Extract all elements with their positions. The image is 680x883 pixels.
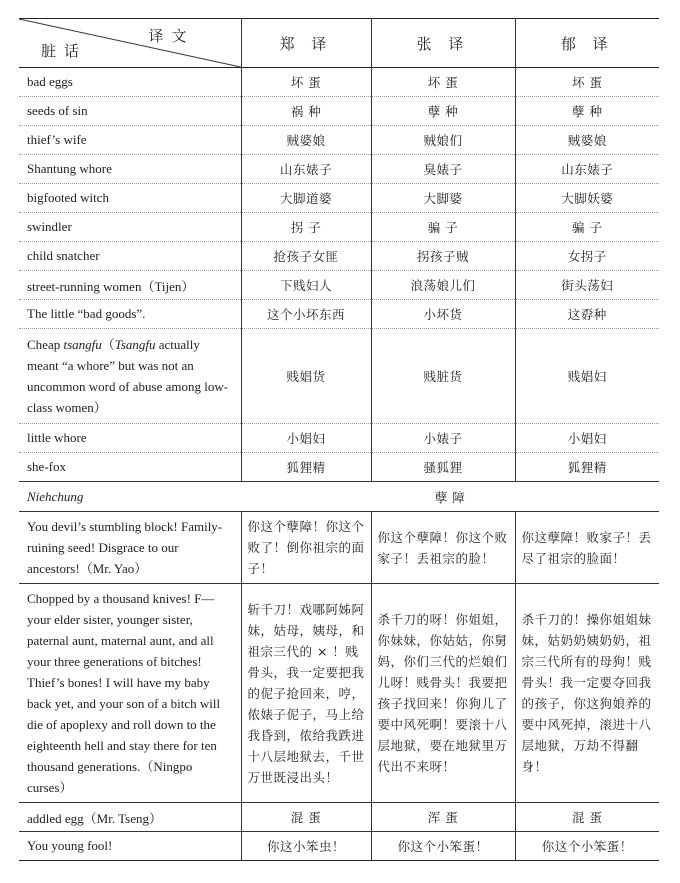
- zhang-cell: 你这个小笨蛋！: [371, 832, 515, 861]
- table-row: [19, 213, 659, 242]
- table-row: [19, 126, 659, 155]
- english-cell: [19, 329, 241, 424]
- zhang-cell: 小坏货: [371, 300, 515, 329]
- zheng-cell: 贱娼货: [241, 329, 371, 424]
- table-row: [19, 68, 659, 97]
- table-row-cheap-tsangfu: [19, 329, 659, 424]
- yu-cell: 山东婊子: [515, 155, 659, 184]
- zhang-cell: 孽 种: [371, 97, 515, 126]
- yu-cell: 你这个小笨蛋！: [515, 832, 659, 861]
- zhang-cell: 骗 子: [371, 213, 515, 242]
- english-text: （: [101, 337, 115, 352]
- translation-comparison-table: [19, 18, 659, 861]
- merged-translation-cell: 孽 障: [434, 489, 466, 505]
- zhang-cell: 坏 蛋: [371, 68, 515, 97]
- table-row: [19, 424, 659, 453]
- table-row: [19, 803, 659, 832]
- yu-cell: 小娼妇: [515, 424, 659, 453]
- zhang-cell: 贱脏货: [371, 329, 515, 424]
- english-text: actually meant “a whore” but was not an uncommon word of abuse among low-class women）: [27, 337, 229, 415]
- english-cell: child snatcher: [27, 248, 100, 263]
- yu-cell: 贼婆娘: [515, 126, 659, 155]
- zheng-cell: 坏 蛋: [241, 68, 371, 97]
- header-profanity-label: 脏话: [41, 42, 88, 60]
- english-cell: You devil’s stumbling block! Family-ruining seed! Disgrace to our ancestors!（Mr. Yao）: [27, 519, 223, 576]
- yu-cell: 这孬种: [515, 300, 659, 329]
- zheng-cell: 混 蛋: [241, 803, 371, 832]
- english-cell: bigfooted witch: [27, 190, 109, 205]
- yu-cell: 坏 蛋: [515, 68, 659, 97]
- table-row: [19, 300, 659, 329]
- english-cell: Chopped by a thousand knives! F—your elder sister, younger sister, paternal aunt, maternal aunt, and all your three generations of bitches! Thief’s bones! I will have my baby back yet, and your son of a bitch will die of apoplexy and roll down to the eighteenth hell and stay there for ten thousand generations.（Ningpo curses）: [27, 591, 221, 795]
- yu-cell: 女拐子: [515, 242, 659, 271]
- zheng-cell: 你这个孽障！你这个败了！倒你祖宗的面子！: [241, 512, 371, 584]
- yu-cell: 杀千刀的！操你姐姐妹妹，姑奶奶姨奶奶，祖宗三代所有的母狗！贱骨头！我一定要夺回我的孩子，你这狗娘养的要中风死掉，滚进十八层地狱，万劫不得翻身！: [515, 584, 659, 803]
- yu-cell: 混 蛋: [515, 803, 659, 832]
- english-cell: little whore: [27, 430, 87, 445]
- english-cell: [19, 482, 241, 512]
- zheng-cell: 贼婆娘: [241, 126, 371, 155]
- table-row: [19, 97, 659, 126]
- english-italic-term: Niehchung: [27, 488, 84, 504]
- header-translation-label: 译文: [148, 27, 195, 45]
- zheng-cell: 斩千刀！戏哪阿姊阿妹，姑母，姨母，和祖宗三代的 × ！贱骨头，我一定要把我的伲子抢回来，哼，侬婊子伲子，马上给我昏到，侬给我跌进十八层地狱去，千世万世既浸出头！: [241, 584, 371, 803]
- english-cell: she-fox: [27, 459, 66, 474]
- table-row: [19, 271, 659, 300]
- table-row-devil: [19, 512, 659, 584]
- yu-cell: 你这孽障！败家子！丢尽了祖宗的脸面！: [515, 512, 659, 584]
- zhang-cell: 浪荡娘儿们: [371, 271, 515, 300]
- english-cell: swindler: [27, 219, 72, 234]
- yu-cell: 骗 子: [515, 213, 659, 242]
- yu-cell: 狐狸精: [515, 453, 659, 482]
- header-zheng: 郑 译: [241, 19, 371, 68]
- english-cell: Shantung whore: [27, 161, 112, 176]
- header-zhang: 张 译: [371, 19, 515, 68]
- zhang-cell: 杀千刀的呀！你姐姐，你妹妹，你姑姑，你舅妈，你们三代的烂娘们儿呀！贱骨头！我要把孩子找回来！你狗儿了要中风死啊！要滚十八层地狱，要在地狱里万代出不来呀！: [371, 584, 515, 803]
- zhang-cell: 你这个孽障！你这个败家子！丢祖宗的脸！: [371, 512, 515, 584]
- zhang-cell: 臭婊子: [371, 155, 515, 184]
- english-cell: addled egg（Mr. Tseng）: [27, 810, 162, 826]
- english-cell: You young fool!: [27, 838, 113, 853]
- english-italic-term: tsangfu: [63, 337, 102, 352]
- zhang-cell: 浑 蛋: [371, 803, 515, 832]
- zheng-cell: 下贱妇人: [241, 271, 371, 300]
- zheng-cell: 祸 种: [241, 97, 371, 126]
- yu-cell: 贱娼妇: [515, 329, 659, 424]
- english-italic-term: Tsangfu: [114, 337, 156, 352]
- zheng-cell: 抢孩子女匪: [241, 242, 371, 271]
- zheng-cell: 这个小坏东西: [241, 300, 371, 329]
- diagonal-header-cell: [19, 19, 241, 68]
- table-row-chopped: [19, 584, 659, 803]
- zheng-cell: 小娼妇: [241, 424, 371, 453]
- yu-cell: 大脚妖婆: [515, 184, 659, 213]
- zheng-cell: 拐 子: [241, 213, 371, 242]
- zheng-cell: 你这小笨虫！: [241, 832, 371, 861]
- zheng-cell: 大脚道婆: [241, 184, 371, 213]
- table-row: [19, 155, 659, 184]
- yu-cell: 街头荡妇: [515, 271, 659, 300]
- zhang-cell: 骚狐狸: [371, 453, 515, 482]
- english-cell: seeds of sin: [27, 103, 88, 118]
- table-row: [19, 184, 659, 213]
- english-cell: The little “bad goods”.: [27, 306, 146, 321]
- zhang-cell: 大脚婆: [371, 184, 515, 213]
- header-row: [19, 19, 659, 68]
- zhang-cell: 贼娘们: [371, 126, 515, 155]
- english-cell: street-running women（Tijen）: [27, 278, 195, 294]
- table-row: [19, 453, 659, 482]
- zheng-cell: 山东婊子: [241, 155, 371, 184]
- table-row: [19, 832, 659, 861]
- zheng-cell: 狐狸精: [241, 453, 371, 482]
- header-yu: 郁 译: [515, 19, 659, 68]
- table-row: [19, 242, 659, 271]
- english-cell: thief’s wife: [27, 132, 87, 147]
- english-cell: bad eggs: [27, 74, 73, 89]
- zhang-cell: 拐孩子贼: [371, 242, 515, 271]
- english-text: Cheap: [27, 337, 64, 352]
- yu-cell: 孽 种: [515, 97, 659, 126]
- zhang-cell: 小婊子: [371, 424, 515, 453]
- table-row-niehchung: [19, 482, 659, 512]
